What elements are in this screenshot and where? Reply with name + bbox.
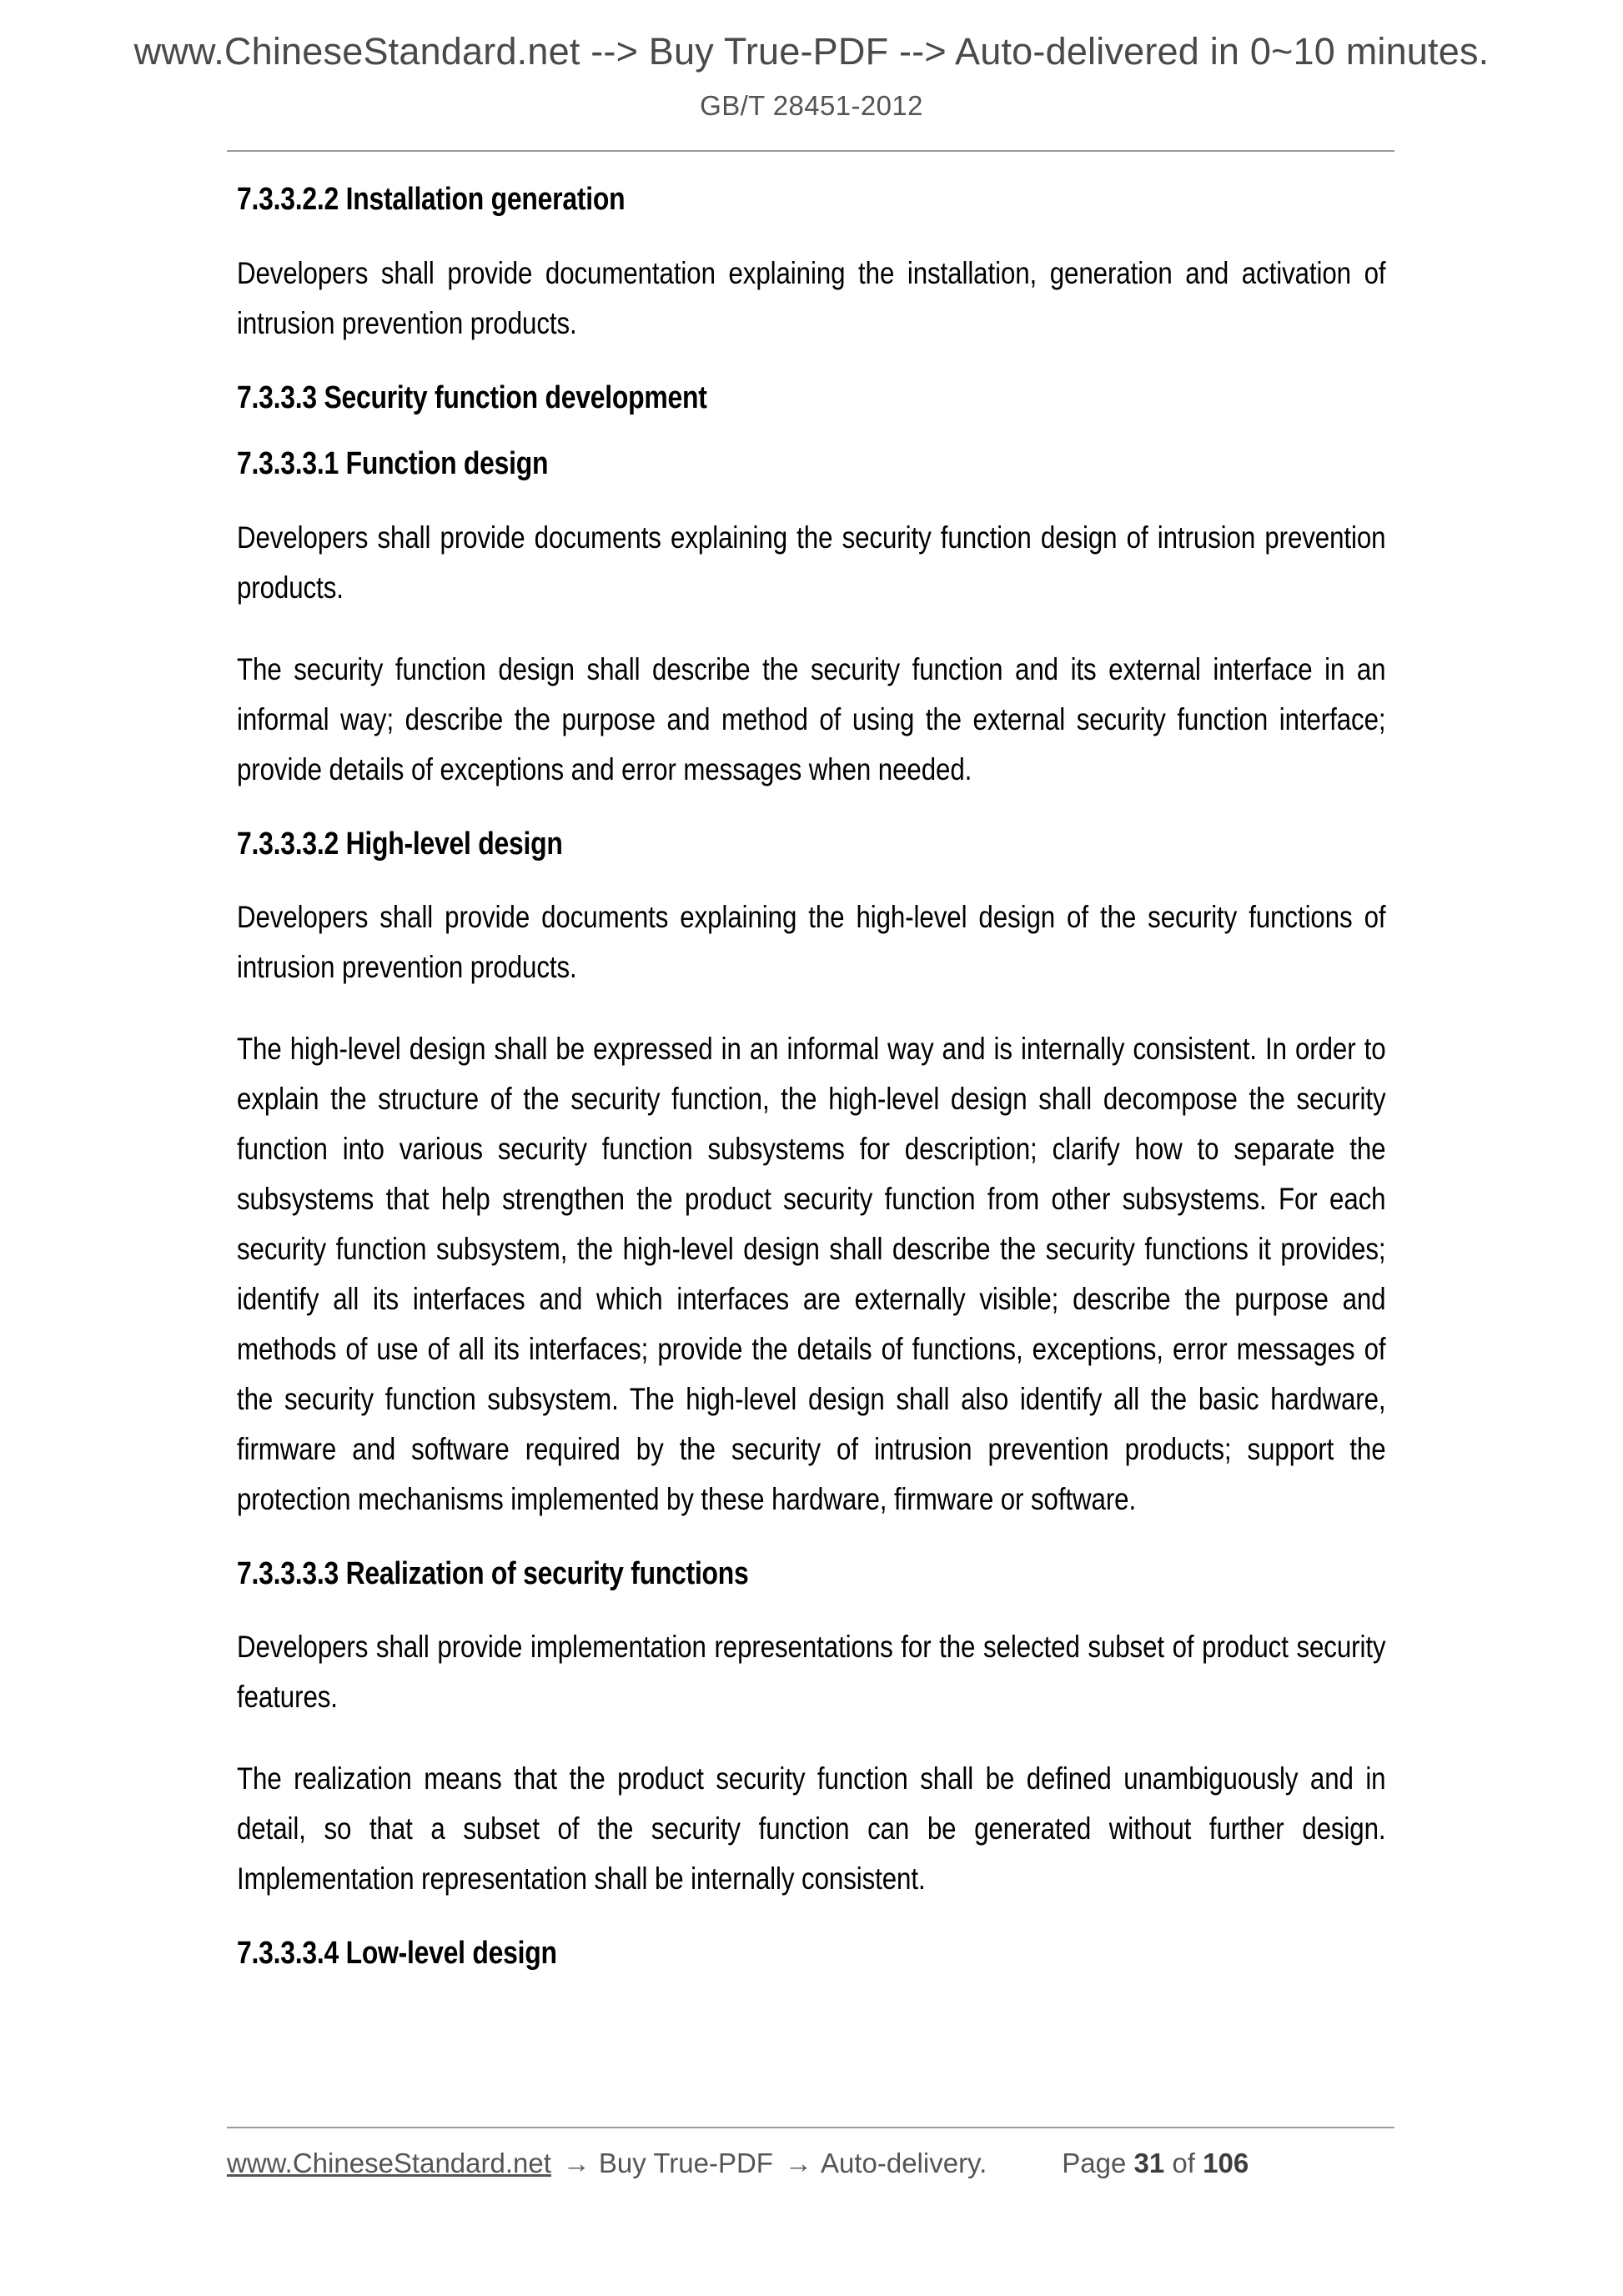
spacer xyxy=(237,1592,1386,1622)
section-heading-7-3-3-3-3: 7.3.3.3.3 Realization of security functions xyxy=(237,1555,749,1591)
paragraph-7-3-3-3-3-1: Developers shall provide implementation representations for the selected subset of product security features. xyxy=(237,1630,1386,1715)
paragraph-7-3-3-2-2-1: Developers shall provide documentation explaining the installation, generation and activation of intrusion prevention products. xyxy=(237,255,1386,340)
section-heading-7-3-3-2-2: 7.3.3.2.2 Installation generation xyxy=(237,182,626,217)
total-pages: 106 xyxy=(1203,2148,1249,2178)
header-divider xyxy=(227,150,1394,152)
spacer xyxy=(237,219,1386,249)
arrow-right-icon: → xyxy=(562,2148,590,2178)
document-body xyxy=(237,182,1386,1972)
footer-divider xyxy=(227,2127,1394,2128)
promo-header: www.ChineseStandard.net --> Buy True-PDF --> Auto-delivered in 0~10 minutes. xyxy=(133,30,1490,73)
paragraph-7-3-3-3-1-2: The security function design shall describe the security function and its external interface in an informal way; describe the purpose and method of using the external security function interface; provide details of exceptions and error messages when needed. xyxy=(237,651,1386,786)
page-footer xyxy=(227,2148,1394,2179)
spacer xyxy=(237,349,1386,380)
paragraph-7-3-3-3-1-1: Developers shall provide documents explaining the security function design of intrusion prevention products. xyxy=(237,520,1386,605)
footer-site-link[interactable]: www.ChineseStandard.net xyxy=(227,2148,551,2178)
section-heading-7-3-3-3: 7.3.3.3 Security function development xyxy=(237,379,707,415)
paragraph-7-3-3-3-3-2: The realization means that the product security function shall be defined unambiguously and in detail, so that a subset of the security function can be generated without further design. Implementation representation shall be internally consistent. xyxy=(237,1761,1386,1896)
footer-buy-label: Buy True-PDF xyxy=(598,2148,773,2178)
spacer xyxy=(237,613,1386,645)
spacer xyxy=(237,416,1386,446)
spacer xyxy=(237,483,1386,513)
spacer xyxy=(237,1525,1386,1556)
section-heading-7-3-3-3-2: 7.3.3.3.2 High-level design xyxy=(237,826,563,862)
spacer xyxy=(237,795,1386,826)
page-label: Page xyxy=(1062,2148,1127,2178)
spacer xyxy=(237,1722,1386,1754)
arrow-right-icon: → xyxy=(784,2148,812,2178)
page-indicator xyxy=(1062,2148,1249,2179)
page-number: 31 xyxy=(1133,2148,1165,2178)
footer-delivery-label: Auto-delivery. xyxy=(820,2148,987,2178)
spacer xyxy=(237,862,1386,892)
paragraph-7-3-3-3-2-2: The high-level design shall be expressed in an informal way and is internally consistent. In order to explain the structure of the security function, the high-level design shall decompose the security function into various security function subsystems for description; clarify how to separate the subsystems that help strengthen the product security function from other subsystems. For each security function subsystem, the high-level design shall describe the security functions it provides; identify all its interfaces and which interfaces are externally visible; describe the purpose and methods of use of all its interfaces; provide the details of functions, exceptions, error messages of the security function subsystem. The high-level design shall also identify all the basic hardware, firmware and software required by the security of intrusion prevention products; support the protection mechanisms implemented by these hardware, firmware or software. xyxy=(237,1032,1386,1516)
standard-code-header: GB/T 28451-2012 xyxy=(700,90,923,121)
of-label: of xyxy=(1172,2148,1195,2178)
spacer xyxy=(237,992,1386,1024)
section-heading-7-3-3-3-4: 7.3.3.3.4 Low-level design xyxy=(237,1935,557,1971)
spacer xyxy=(237,1904,1386,1936)
section-heading-7-3-3-3-1: 7.3.3.3.1 Function design xyxy=(237,446,549,482)
paragraph-7-3-3-3-2-1: Developers shall provide documents explaining the high-level design of the security functions of intrusion prevention products. xyxy=(237,900,1386,985)
